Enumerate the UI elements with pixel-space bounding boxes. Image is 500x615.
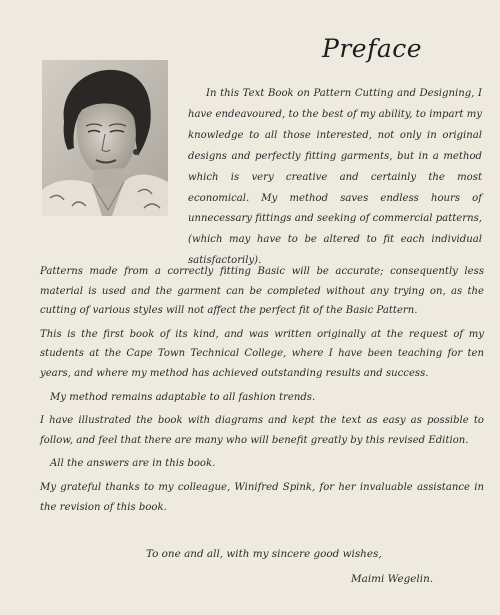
author-signature: Maimi Wegelin. (351, 573, 434, 585)
author-portrait (42, 60, 168, 216)
paragraph-diagrams: I have illustrated the book with diagrams and kept the text as easy as possible to follow, and feel that there are many who will benefit greatly by this revised Edition. (40, 415, 484, 446)
paragraph-thanks: My grateful thanks to my colleague, Winifred Spink, for her invaluable assistance in the revision of this book. (40, 481, 484, 513)
closing-line: To one and all, with my sincere good wishes, (146, 548, 382, 560)
paragraph-first-book: This is the first book of its kind, and was written originally at the request of my students at the Cape Town Technical College, where I have been teaching for ten years, and where my method has achieved outstanding results and success. (40, 328, 484, 379)
author-portrait-image (42, 60, 168, 216)
body-paragraphs (40, 262, 484, 521)
paragraph-fashion-trends: My method remains adaptable to all fashion trends. (50, 391, 316, 403)
intro-paragraph: In this Text Book on Pattern Cutting and Designing, I have endeavoured, to the best of my ability, to impart my knowledge to all those interested, not only in original designs and perfectly fitting garments, but in a method which is very creative and certainly the most economical. My method saves endless hours of unnecessary fittings and seeking of commercial patterns, (which may have to be altered to fit each individual satisfactorily). (188, 88, 482, 267)
page-title: Preface (322, 34, 423, 63)
paragraph-answers: All the answers are in this book. (50, 458, 216, 470)
paragraph-basic-pattern: Patterns made from a correctly fitting Basic will be accurate; consequently less material is used and the garment can be completed without any trying on, as the cutting of various styles will not affect the perfect fit of the Basic Pattern. (40, 266, 484, 317)
intro-paragraph-block (188, 84, 482, 272)
